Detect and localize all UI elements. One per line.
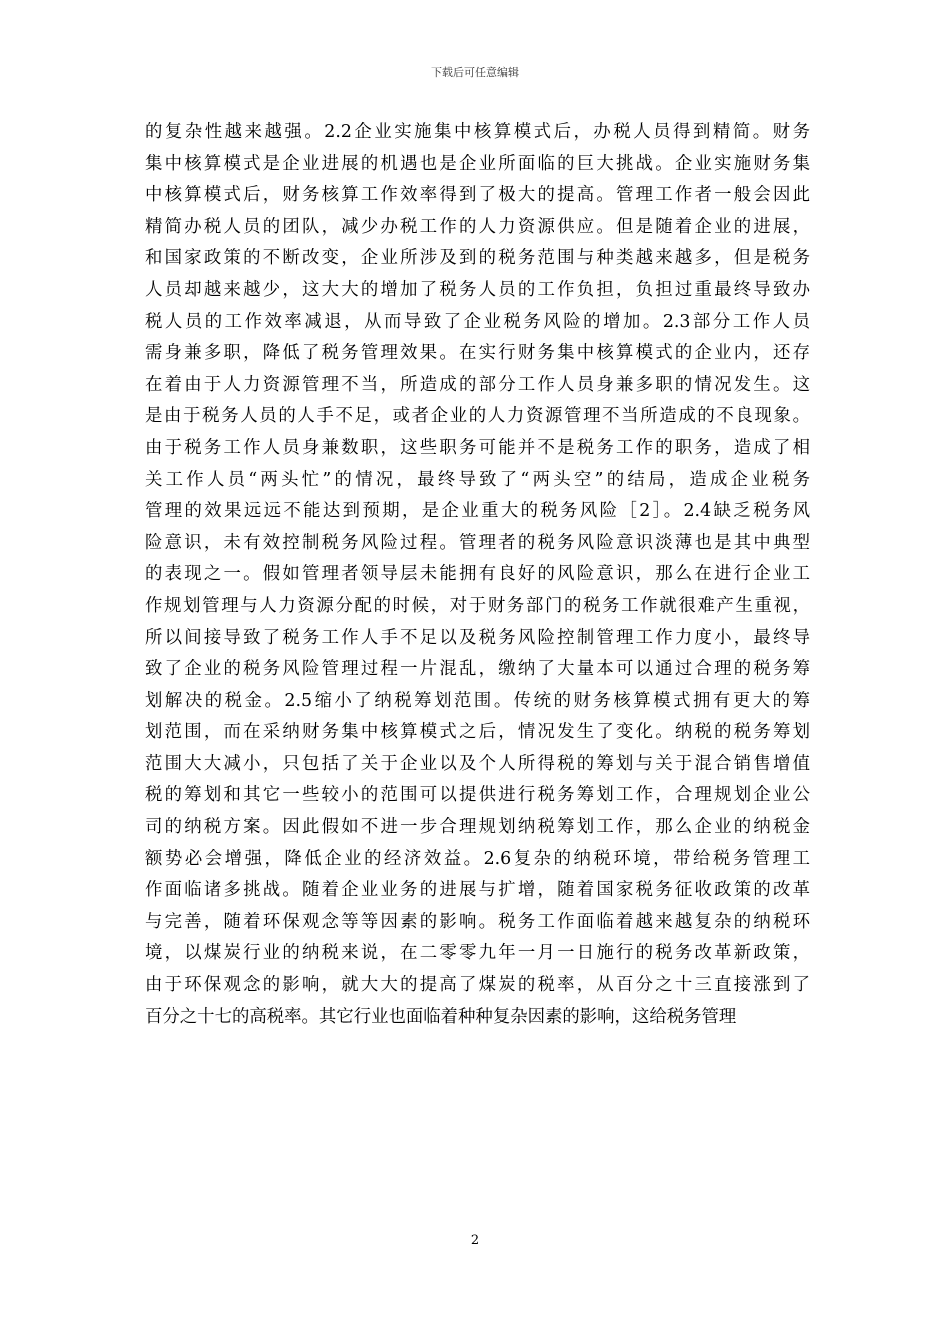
text-line: 的复杂性越来越强。2.2企业实施集中核算模式后，办税人员得到精简。财务: [145, 122, 810, 142]
text-line: 范围大大减小，只包括了关于企业以及个人所得税的筹划与关于混合销售增值: [145, 753, 810, 774]
text-line: 作规划管理与人力资源分配的时候，对于财务部门的税务工作就很难产生重视，: [145, 595, 810, 616]
text-line: 作面临诸多挑战。随着企业业务的进展与扩增，随着国家税务征收政策的改革: [145, 880, 810, 901]
text-line: 的表现之一。假如管理者领导层未能拥有良好的风险意识，那么在进行企业工: [145, 564, 810, 585]
text-line: 划范围，而在采纳财务集中核算模式之后，情况发生了变化。纳税的税务筹划: [145, 722, 810, 743]
text-line: 人员却越来越少，这大大的增加了税务人员的工作负担，负担过重最终导致办: [145, 279, 810, 300]
page-number: 2: [470, 1233, 480, 1248]
text-line: 在着由于人力资源管理不当，所造成的部分工作人员身兼多职的情况发生。这: [145, 374, 810, 395]
text-line: 险意识，未有效控制税务风险过程。管理者的税务风险意识淡薄也是其中典型: [145, 532, 810, 553]
text-line: 税的筹划和其它一些较小的范围可以提供进行税务筹划工作，合理规划企业公: [145, 785, 810, 806]
text-line: 管理的效果远远不能达到预期，是企业重大的税务风险［2］。2.4缺乏税务风: [145, 501, 810, 522]
text-line: 致了企业的税务风险管理过程一片混乱，缴纳了大量本可以通过合理的税务筹: [145, 659, 810, 680]
text-line: 司的纳税方案。因此假如不进一步合理规划纳税筹划工作，那么企业的纳税金: [145, 817, 810, 838]
text-line: 关工作人员“两头忙”的情况，最终导致了“两头空”的结局，造成企业税务: [145, 469, 810, 490]
text-line: 境，以煤炭行业的纳税来说，在二零零九年一月一日施行的税务改革新政策，: [145, 943, 810, 964]
body-text: [145, 117, 810, 1033]
text-line: 和国家政策的不断改变，企业所涉及到的税务范围与种类越来越多，但是税务: [145, 248, 810, 269]
text-line: 由于环保观念的影响，就大大的提高了煤炭的税率，从百分之十三直接涨到了: [145, 975, 810, 996]
text-line: 与完善，随着环保观念等等因素的影响。税务工作面临着越来越复杂的纳税环: [145, 911, 810, 932]
text-line: 需身兼多职，降低了税务管理效果。在实行财务集中核算模式的企业内，还存: [145, 343, 810, 364]
text-line: 税人员的工作效率减退，从而导致了企业税务风险的增加。2.3部分工作人员: [145, 311, 810, 332]
text-line: 精简办税人员的团队，减少办税工作的人力资源供应。但是随着企业的进展，: [145, 216, 810, 237]
page-header-note: 下载后可任意编辑: [431, 66, 519, 79]
text-line: 额势必会增强，降低企业的经济效益。2.6复杂的纳税环境，带给税务管理工: [145, 848, 810, 869]
text-line: 中核算模式后，财务核算工作效率得到了极大的提高。管理工作者一般会因此: [145, 185, 810, 206]
text-line: 由于税务工作人员身兼数职，这些职务可能并不是税务工作的职务，造成了相: [145, 437, 810, 458]
text-line: 是由于税务人员的人手不足，或者企业的人力资源管理不当所造成的不良现象。: [145, 406, 810, 427]
text-line: 集中核算模式是企业进展的机遇也是企业所面临的巨大挑战。企业实施财务集: [145, 153, 810, 174]
text-line: 所以间接导致了税务工作人手不足以及税务风险控制管理工作力度小，最终导: [145, 627, 810, 648]
text-line: 划解决的税金。2.5缩小了纳税筹划范围。传统的财务核算模式拥有更大的筹: [145, 690, 810, 711]
text-line: 百分之十七的高税率。其它行业也面临着种种复杂因素的影响，这给税务管理: [145, 1006, 737, 1027]
